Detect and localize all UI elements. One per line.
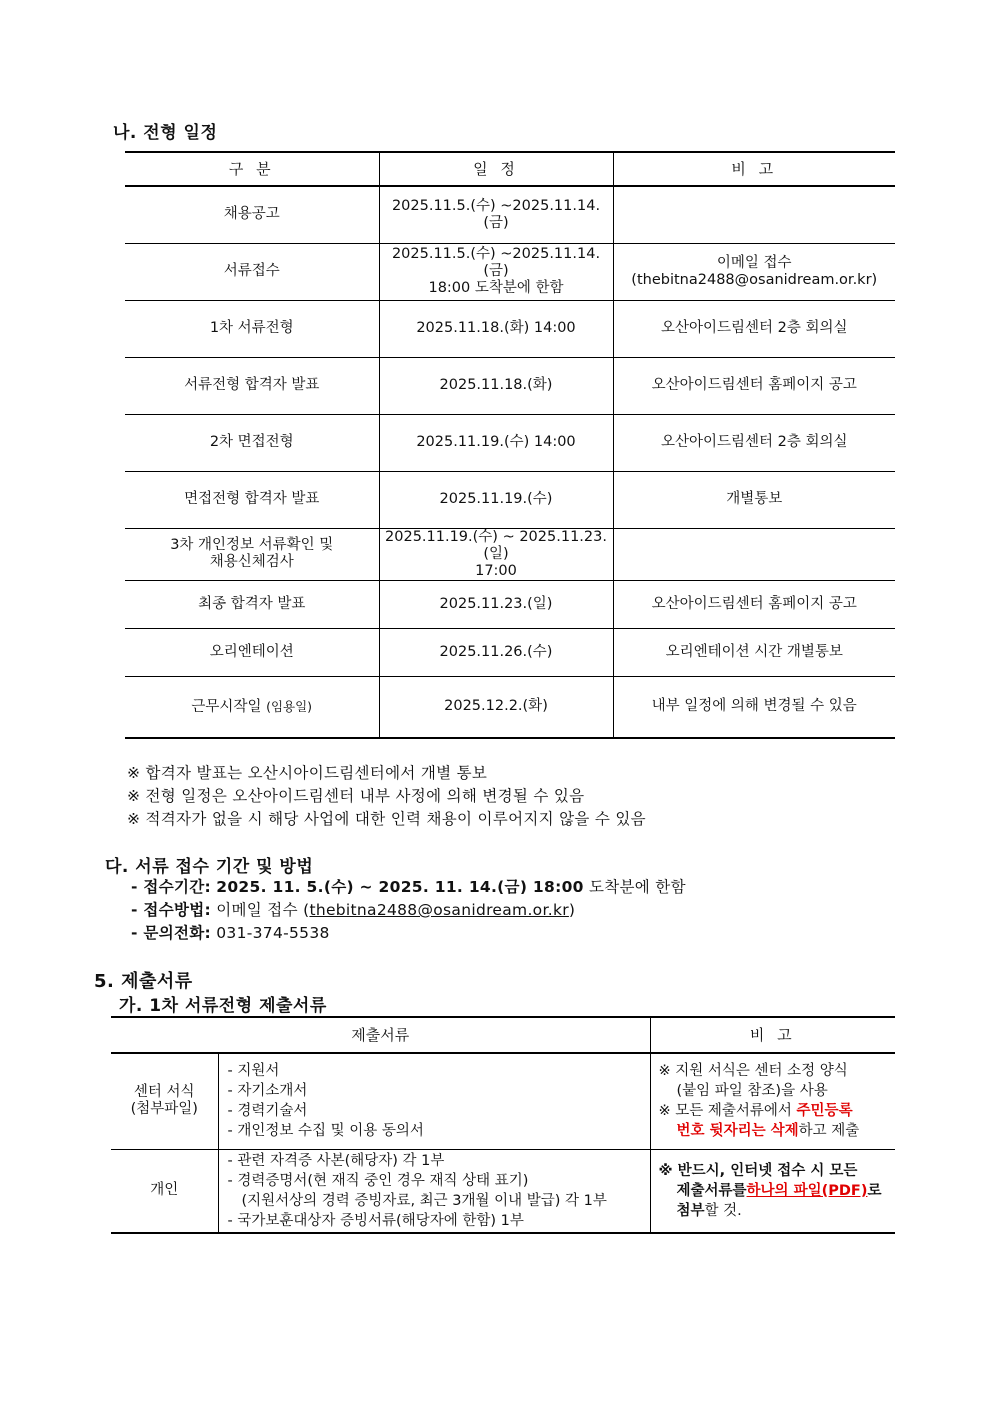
list-item: - 지원서 — [227, 1063, 280, 1080]
stage-cell — [125, 676, 379, 738]
list-item: - 개인정보 수집 및 이용 동의서 — [227, 1123, 424, 1140]
section-subtitle-documents: 가. 1차 서류전형 제출서류 — [119, 996, 327, 1016]
note-email: (thebitna2488@osanidream.or.kr) — [631, 271, 878, 288]
email-link[interactable]: thebitna2488@osanidream.or.kr — [309, 901, 569, 919]
date-cell — [379, 528, 613, 580]
period-label: - 접수기간: — [131, 878, 212, 896]
section-title-application: 다. 서류 접수 기간 및 방법 — [105, 857, 314, 877]
remark-line: (붙임 파일 참조)을 사용 — [676, 1083, 828, 1100]
table-row — [111, 1149, 895, 1233]
stage-cell — [125, 528, 379, 580]
remark-line — [659, 1121, 892, 1141]
header-remark: 비 고 — [650, 1017, 895, 1053]
remark-text: 첨부 — [676, 1202, 705, 1219]
note-cell: 오산아이드림센터 홈페이지 공고 — [613, 580, 895, 628]
date-cell: 2025.11.18.(화) — [379, 357, 613, 414]
stage-cell: 최종 합격자 발표 — [125, 580, 379, 628]
personal-label: 개인 — [111, 1149, 218, 1233]
section-title-schedule: 나. 전형 일정 — [113, 123, 218, 143]
note-line: 이메일 접수 — [716, 254, 792, 271]
remark-text: 할 것. — [704, 1202, 742, 1219]
header-schedule: 일 정 — [379, 152, 613, 186]
note-cell — [613, 528, 895, 580]
table-row — [125, 471, 895, 528]
phone-value: 031-374-5538 — [216, 924, 330, 942]
stage-cell: 2차 면접전형 — [125, 414, 379, 471]
personal-remark — [650, 1149, 895, 1233]
stage-cell: 1차 서류전형 — [125, 300, 379, 357]
table-row — [125, 528, 895, 580]
date-cell: 2025.11.26.(수) — [379, 628, 613, 676]
method-label: - 접수방법: — [131, 901, 212, 919]
note-cell: 오산아이드림센터 홈페이지 공고 — [613, 357, 895, 414]
table-row — [125, 300, 895, 357]
method-close: ) — [568, 901, 576, 919]
date-cell: 2025.11.19.(수) 14:00 — [379, 414, 613, 471]
note-line: ※ 합격자 발표는 오산시아이드림센터에서 개별 통보 — [127, 764, 488, 782]
note-line: ※ 적격자가 없을 시 해당 사업에 대한 인력 채용이 이루어지지 않을 수 있음 — [127, 810, 646, 828]
remark-line — [659, 1101, 892, 1121]
note-line: ※ 전형 일정은 오산아이드림센터 내부 사정에 의해 변경될 수 있음 — [127, 787, 585, 805]
list-item: - 자기소개서 — [227, 1083, 308, 1100]
section-title-documents: 5. 제출서류 — [94, 971, 193, 992]
application-info — [131, 876, 686, 945]
note-cell: 내부 일정에 의해 변경될 수 있음 — [613, 676, 895, 738]
inquiry-phone — [131, 922, 686, 945]
stage-cell: 오리엔테이션 — [125, 628, 379, 676]
table-row — [125, 628, 895, 676]
center-remark — [650, 1053, 895, 1149]
remark-text: 제출서류를 — [676, 1182, 747, 1199]
center-items — [218, 1053, 650, 1149]
remark-text: 로 — [867, 1182, 882, 1199]
list-item: (지원서상의 경력 증빙자료, 최근 3개월 이내 발급) 각 1부 — [241, 1192, 607, 1209]
application-period — [131, 876, 686, 899]
date-cell — [379, 243, 613, 300]
stage-cell: 서류전형 합격자 발표 — [125, 357, 379, 414]
stage-subtext: (임용일) — [266, 698, 313, 714]
label-line-2: (첨부파일) — [130, 1101, 198, 1118]
stage-line-2: 채용신체검사 — [209, 554, 294, 570]
date-cell: 2025.11.19.(수) — [379, 471, 613, 528]
schedule-header-row — [125, 152, 895, 186]
date-cell: 2025.11.5.(수) ~2025.11.14.(금) — [379, 186, 613, 243]
list-item: - 관련 자격증 사본(해당자) 각 1부 — [227, 1152, 445, 1169]
period-value: 2025. 11. 5.(수) ~ 2025. 11. 14.(금) 18:00 — [216, 878, 584, 896]
stage-cell: 면접전형 합격자 발표 — [125, 471, 379, 528]
table-row — [125, 414, 895, 471]
method-value: 이메일 접수 ( — [216, 901, 310, 919]
list-item: - 경력기술서 — [227, 1103, 308, 1120]
stage-cell: 서류접수 — [125, 243, 379, 300]
schedule-table — [125, 151, 895, 739]
note-cell — [613, 186, 895, 243]
stage-line: 3차 개인정보 서류확인 및 — [170, 537, 334, 553]
remark-highlight: 주민등록 — [796, 1103, 853, 1120]
date-cell: 2025.11.18.(화) 14:00 — [379, 300, 613, 357]
stage-text: 근무시작일 — [191, 698, 262, 715]
application-method — [131, 899, 686, 922]
date-line-2: 17:00 — [475, 562, 517, 579]
table-row — [125, 357, 895, 414]
list-item: - 경력증명서(현 재직 중인 경우 재직 상태 표기) — [227, 1172, 529, 1189]
table-row — [125, 580, 895, 628]
table-row — [125, 676, 895, 738]
header-category: 구 분 — [125, 152, 379, 186]
table-row — [111, 1053, 895, 1149]
documents-header-row — [111, 1017, 895, 1053]
header-documents: 제출서류 — [111, 1017, 650, 1053]
note-cell: 개별통보 — [613, 471, 895, 528]
remark-line — [659, 1181, 892, 1201]
date-cell: 2025.12.2.(화) — [379, 676, 613, 738]
stage-cell: 채용공고 — [125, 186, 379, 243]
remark-line: ※ 반드시, 인터넷 접수 시 모든 — [658, 1162, 858, 1179]
schedule-notes — [127, 762, 646, 831]
date-line-2: 18:00 도착분에 한함 — [428, 280, 564, 296]
note-cell — [613, 243, 895, 300]
header-remark: 비 고 — [613, 152, 895, 186]
remark-highlight: 번호 뒷자리는 삭제 — [676, 1123, 799, 1140]
label-line: 센터 서식 — [133, 1084, 195, 1101]
table-row — [125, 243, 895, 300]
date-line: 2025.11.19.(수) ~ 2025.11.23.(일) — [385, 528, 607, 562]
period-suffix: 도착분에 한함 — [588, 878, 686, 896]
note-cell: 오산아이드림센터 2층 회의실 — [613, 414, 895, 471]
documents-table — [111, 1016, 895, 1234]
center-form-label — [111, 1053, 218, 1149]
personal-items — [218, 1149, 650, 1233]
remark-line: ※ 지원 서식은 센터 소정 양식 — [658, 1063, 848, 1080]
table-row — [125, 186, 895, 243]
list-item: - 국가보훈대상자 증빙서류(해당자에 한함) 1부 — [227, 1212, 524, 1229]
remark-text: ※ 모든 제출서류에서 — [658, 1103, 792, 1120]
remark-line — [659, 1201, 892, 1221]
remark-highlight: 하나의 파일(PDF) — [746, 1182, 868, 1199]
date-cell: 2025.11.23.(일) — [379, 580, 613, 628]
phone-label: - 문의전화: — [131, 924, 212, 942]
remark-text: 하고 제출 — [798, 1123, 860, 1140]
note-cell: 오산아이드림센터 2층 회의실 — [613, 300, 895, 357]
date-line: 2025.11.5.(수) ~2025.11.14.(금) — [391, 246, 601, 279]
note-cell: 오리엔테이션 시간 개별통보 — [613, 628, 895, 676]
